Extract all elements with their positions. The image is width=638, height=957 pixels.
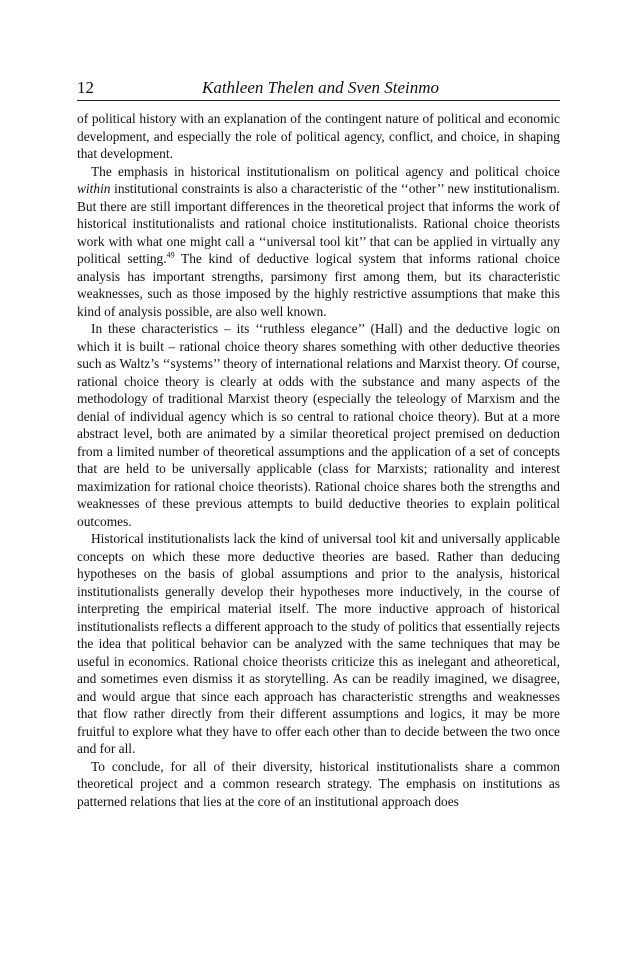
- paragraph-5: To conclude, for all of their diversity, historical institutionalists share a common theoretical project and a common research strategy. The emphasis on institutions as patterned relations that lies at the core of an institutional approach does: [77, 758, 560, 809]
- paragraph-2-part-c: The kind of deductive logical system that informs rational choice analysis has important strengths, parsimony first among them, but its characteristic weaknesses, such as those imposed by the highly restrictive assumptions that make this kind of analysis possible, are also well known.: [77, 251, 560, 319]
- paragraph-3: In these characteristics – its ‘‘ruthless elegance’’ (Hall) and the deductive logic on which it is built – rational choice theory shares something with other deductive theories such as Waltz’s ‘‘systems’’ theory of international relations and Marxist theory. Of course, rational choice theory is clearly at odds with the substance and many aspects of the methodology of traditional Marxist theory (especially the teleology of Marxism and the denial of individual agency which is so central to rational choice theory). But at a more abstract level, both are animated by a similar theoretical project premised on deduction from a limited number of theoretical assumptions and the application of a set of concepts that are held to be universally applicable (class for Marxists; rationality and interest maximization for rational choice theorists). Rational choice shares both the strengths and weaknesses of these previous attempts to build deductive theories to explain political outcomes.: [77, 321, 560, 529]
- page-number: 12: [77, 78, 94, 97]
- paragraph-1: of political history with an explanation of the contingent nature of political and economic development, and especially the role of political agency, conflict, and choice, in shaping that development.: [77, 111, 560, 161]
- page-header: [77, 78, 560, 101]
- running-head: Kathleen Thelen and Sven Steinmo: [202, 78, 440, 97]
- paragraph-2-emphasis: within: [77, 181, 111, 196]
- paragraph-2-part-b: institutional constraints is also a characteristic of the ‘‘other’’ new institutionalism. But there are still important differences in the theoretical project that informs the work of historical institutionalists and rational choice institutionalists. Rational choice theorists work with what one might call a ‘‘universal tool kit’’ that can be applied in virtually any political setting.: [77, 181, 560, 266]
- body-text: [77, 110, 560, 810]
- paragraph-2: [77, 163, 560, 321]
- book-page: [77, 78, 560, 810]
- paragraph-2-part-a: The emphasis in historical institutionalism on political agency and political choice: [91, 163, 560, 179]
- paragraph-4: Historical institutionalists lack the kind of universal tool kit and universally applicable concepts on which these more deductive theories are based. Rather than deducing hypotheses on the basis of global assumptions and prior to the analysis, historical institutionalists generally develop their hypotheses more inductively, in the course of interpreting the empirical material itself. The more inductive approach of historical institutionalists reflects a different approach to the study of politics that essentially rejects the idea that political behavior can be analyzed with the same techniques that may be useful in economics. Rational choice theorists criticize this as inelegant and atheoretical, and sometimes even dismiss it as storytelling. As can be readily imagined, we disagree, and would argue that since each approach has characteristic strengths and weaknesses that flow rather directly from their different assumptions and logics, it may be more fruitful to explore what they have to offer each other than to decide between the two once and for all.: [77, 531, 560, 756]
- footnote-marker-49: 49: [166, 250, 175, 260]
